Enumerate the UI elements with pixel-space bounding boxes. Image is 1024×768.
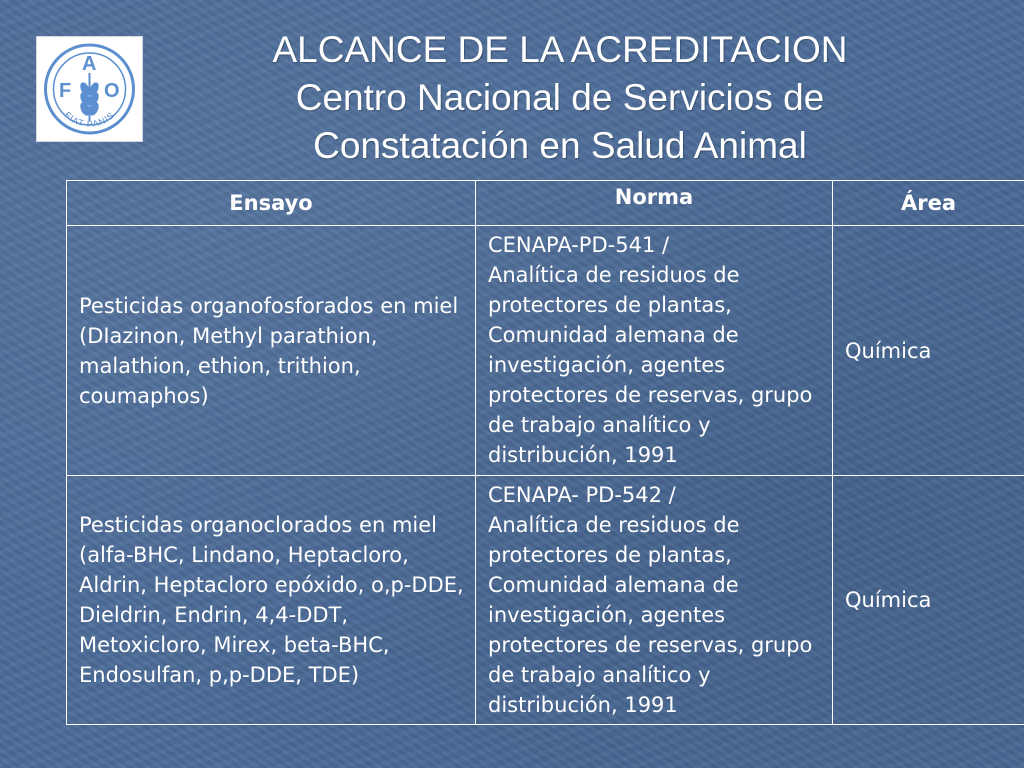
norma-code: CENAPA- PD-542 / <box>488 483 676 507</box>
logo-letter-f: F <box>59 80 72 102</box>
logo-motto: FIAT PANIS <box>62 109 117 130</box>
norma-description: Analítica de residuos de protectores de plantas, Comunidad alemana de investigación, agentes protectores de reservas, grupo de trabajo analítico y distribución, 1991 <box>488 263 813 467</box>
cell-area: Química <box>833 226 1024 476</box>
header-area: Área <box>833 181 1024 226</box>
header-norma: Norma <box>476 181 833 226</box>
title-line-1: ALCANCE DE LA ACREDITACION <box>272 29 848 70</box>
norma-description: Analítica de residuos de protectores de plantas, Comunidad alemana de investigación, agentes protectores de reservas, grupo de trabajo analítico y distribución, 1991 <box>488 513 813 717</box>
cell-ensayo: Pesticidas organofosforados en miel (DIazinon, Methyl parathion, malathion, ethion, trithion, coumaphos) <box>67 226 476 476</box>
cell-norma <box>476 226 833 476</box>
logo-letter-a: A <box>82 53 97 75</box>
table-header-row <box>67 181 1024 226</box>
logo-letter-o: O <box>104 80 120 102</box>
table-row <box>67 226 1024 476</box>
fao-logo <box>36 36 143 142</box>
accreditation-scope-table <box>66 180 1024 725</box>
title-line-3: Constatación en Salud Animal <box>313 125 807 166</box>
cell-ensayo: Pesticidas organoclorados en miel (alfa-BHC, Lindano, Heptacloro, Aldrin, Heptacloro epóxido, o,p-DDE, Dieldrin, Endrin, 4,4-DDT, Metoxicloro, Mirex, beta-BHC, Endosulfan, p,p-DDE, TDE) <box>67 476 476 725</box>
norma-code: CENAPA-PD-541 / <box>488 233 670 257</box>
title-line-2: Centro Nacional de Servicios de <box>295 77 825 118</box>
header-ensayo: Ensayo <box>67 181 476 226</box>
cell-norma <box>476 476 833 725</box>
slide-title <box>240 26 880 170</box>
table-row <box>67 476 1024 725</box>
fao-emblem-icon <box>37 37 142 141</box>
cell-area: Química <box>833 476 1024 725</box>
